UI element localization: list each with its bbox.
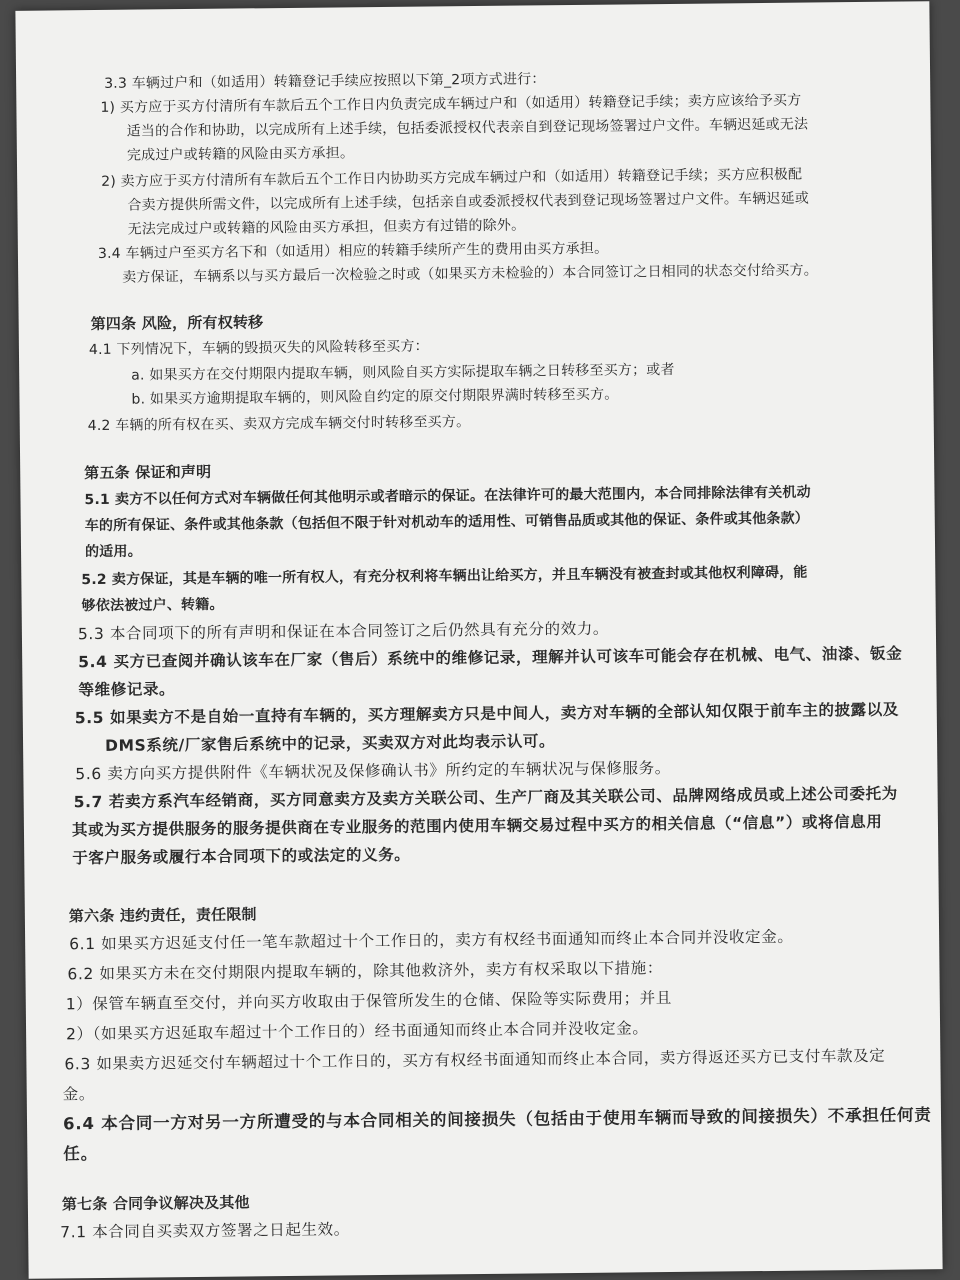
clause-5-5: 5.5 如果卖方不是自始一直持有车辆的，买方理解卖方只是中间人，卖方对车辆的全部认知仅限于前车主的披露以及 — [74, 700, 900, 728]
clause-5-1-cont: 的适用。 — [84, 543, 142, 561]
clause-5-3: 5.3 本合同项下的所有声明和保证在本合同签订之后仍然具有充分的效力。 — [77, 619, 610, 644]
clause-5-7-cont: 于客户服务或履行本合同项下的或法定的义务。 — [72, 845, 411, 868]
clause-6-1: 6.1 如果买方迟延支付任一笔车款超过十个工作日的，卖方有权经书面通知而终止本合同并没收定金。 — [69, 927, 794, 954]
clause-5-4-cont: 等维修记录。 — [78, 680, 176, 700]
clause-3-3-option-2: 2) 卖方应于买方付清所有车款后五个工作日内协助买方完成车辆过户和（如适用）转籍登记手续；买方应积极配 — [101, 166, 803, 190]
clause-5-5-cont: DMS系统/厂家售后系统中的记录，买卖双方对此均表示认可。 — [104, 732, 556, 755]
clause-5-4: 5.4 买方已查阅并确认该车在厂家（售后）系统中的维修记录，理解并认可该车可能会存在机械、电气、油漆、钣金 — [78, 644, 903, 672]
clause-4-2: 4.2 车辆的所有权在买、卖双方完成车辆交付时转移至买方。 — [87, 414, 471, 435]
clause-4-1-a: a. 如果买方在交付期限内提取车辆，则风险自买方实际提取车辆之日转移至买方；或者 — [131, 361, 675, 384]
clause-5-1-cont: 车的所有保证、条件或其他条款（包括但不限于针对机动车的适用性、可销售品质或其他的保证、条件或其他条款） — [84, 510, 810, 535]
clause-4-1-b: b. 如果买方逾期提取车辆的，则风险自约定的原交付期限界满时转移至买方。 — [131, 386, 619, 408]
clause-4-1: 4.1 下列情况下，车辆的毁损灭失的风险转移至买方： — [88, 338, 429, 359]
article-4-heading: 第四条 风险，所有权转移 — [90, 313, 264, 334]
clause-5-7-cont: 其或为买方提供服务的服务提供商在专业服务的范围内使用车辆交易过程中买方的相关信息（“信息”）或将信息用 — [71, 812, 883, 840]
article-7-heading: 第七条 合同争议解决及其他 — [61, 1193, 250, 1214]
clause-3-3-option-1-cont: 适当的合作和协助，以完成所有上述手续，包括委派授权代表亲自到登记现场签署过户文件。车辆迟延或无法 — [126, 116, 809, 140]
clause-3-3-option-2-cont: 合卖方提供所需文件，以完成所有上述手续，包括亲自或委派授权代表到登记现场签署过户文件。车辆迟延或 — [127, 190, 810, 214]
clause-6-2-measure-1: 1）保管车辆直至交付，并向买方收取由于保管所发生的仓储、保险等实际费用；并且 — [65, 988, 673, 1014]
clause-5-6: 5.6 卖方向买方提供附件《车辆状况及保修确认书》所约定的车辆状况与保修服务。 — [75, 758, 671, 784]
clause-6-4-cont: 任。 — [63, 1144, 99, 1164]
clause-3-3-option-2-cont: 无法完成过户或转籍的风险由买方承担，但卖方有过错的除外。 — [127, 217, 526, 238]
clause-6-3: 6.3 如果卖方迟延交付车辆超过十个工作日的，买方有权经书面通知而终止本合同，卖方得返还买方已支付车款及定 — [64, 1046, 886, 1074]
clause-3-3-option-1: 1) 买方应于买方付清所有车款后五个工作日内负责完成车辆过户和（如适用）转籍登记手续；卖方应该给予买方 — [100, 92, 802, 116]
clause-6-4: 6.4 本合同一方对另一方所遭受的与本合同相关的间接损失（包括由于使用车辆而导致的间接损失）不承担任何责 — [62, 1105, 932, 1134]
clause-5-2-cont: 够依法被过户、转籍。 — [81, 596, 224, 615]
article-5-heading: 第五条 保证和声明 — [84, 462, 212, 483]
article-6-heading: 第六条 违约责任，责任限制 — [68, 905, 257, 926]
contract-page — [15, 1, 942, 1279]
clause-3-3: 3.3 车辆过户和（如适用）转籍登记手续应按照以下第_2项方式进行： — [104, 71, 546, 92]
clause-6-2: 6.2 如果买方未在交付期限内提取车辆的，除其他救济外，卖方有权采取以下措施： — [67, 959, 664, 984]
clause-5-7: 5.7 若卖方系汽车经销商，买方同意卖方及卖方关联公司、生产厂商及其关联公司、品牌网络成员或上述公司委托为 — [73, 784, 898, 812]
seller-guarantee-note: 卖方保证，车辆系以与买方最后一次检验之时或（如果买方未检验的）本合同签订之日相同的状态交付给买方。 — [122, 262, 819, 286]
clause-3-3-option-1-cont: 完成过户或转籍的风险由买方承担。 — [126, 145, 355, 164]
clause-3-4: 3.4 车辆过户至买方名下和（如适用）相应的转籍手续所产生的费用由买方承担。 — [97, 240, 609, 262]
clause-5-2: 5.2 卖方保证，其是车辆的唯一所有权人，有充分权利将车辆出让给买方，并且车辆没有被查封或其他权利障碍，能 — [81, 564, 808, 589]
clause-6-2-measure-2: 2）（如果买方迟延取车超过十个工作日的）经书面通知而终止本合同并没收定金。 — [66, 1019, 649, 1044]
clause-7-1: 7.1 本合同自买卖双方签署之日起生效。 — [60, 1220, 350, 1242]
clause-6-3-cont: 金。 — [62, 1085, 96, 1104]
clause-5-1: 5.1 卖方不以任何方式对车辆做任何其他明示或者暗示的保证。在法律许可的最大范围内，本合同排除法律有关机动 — [84, 484, 811, 509]
